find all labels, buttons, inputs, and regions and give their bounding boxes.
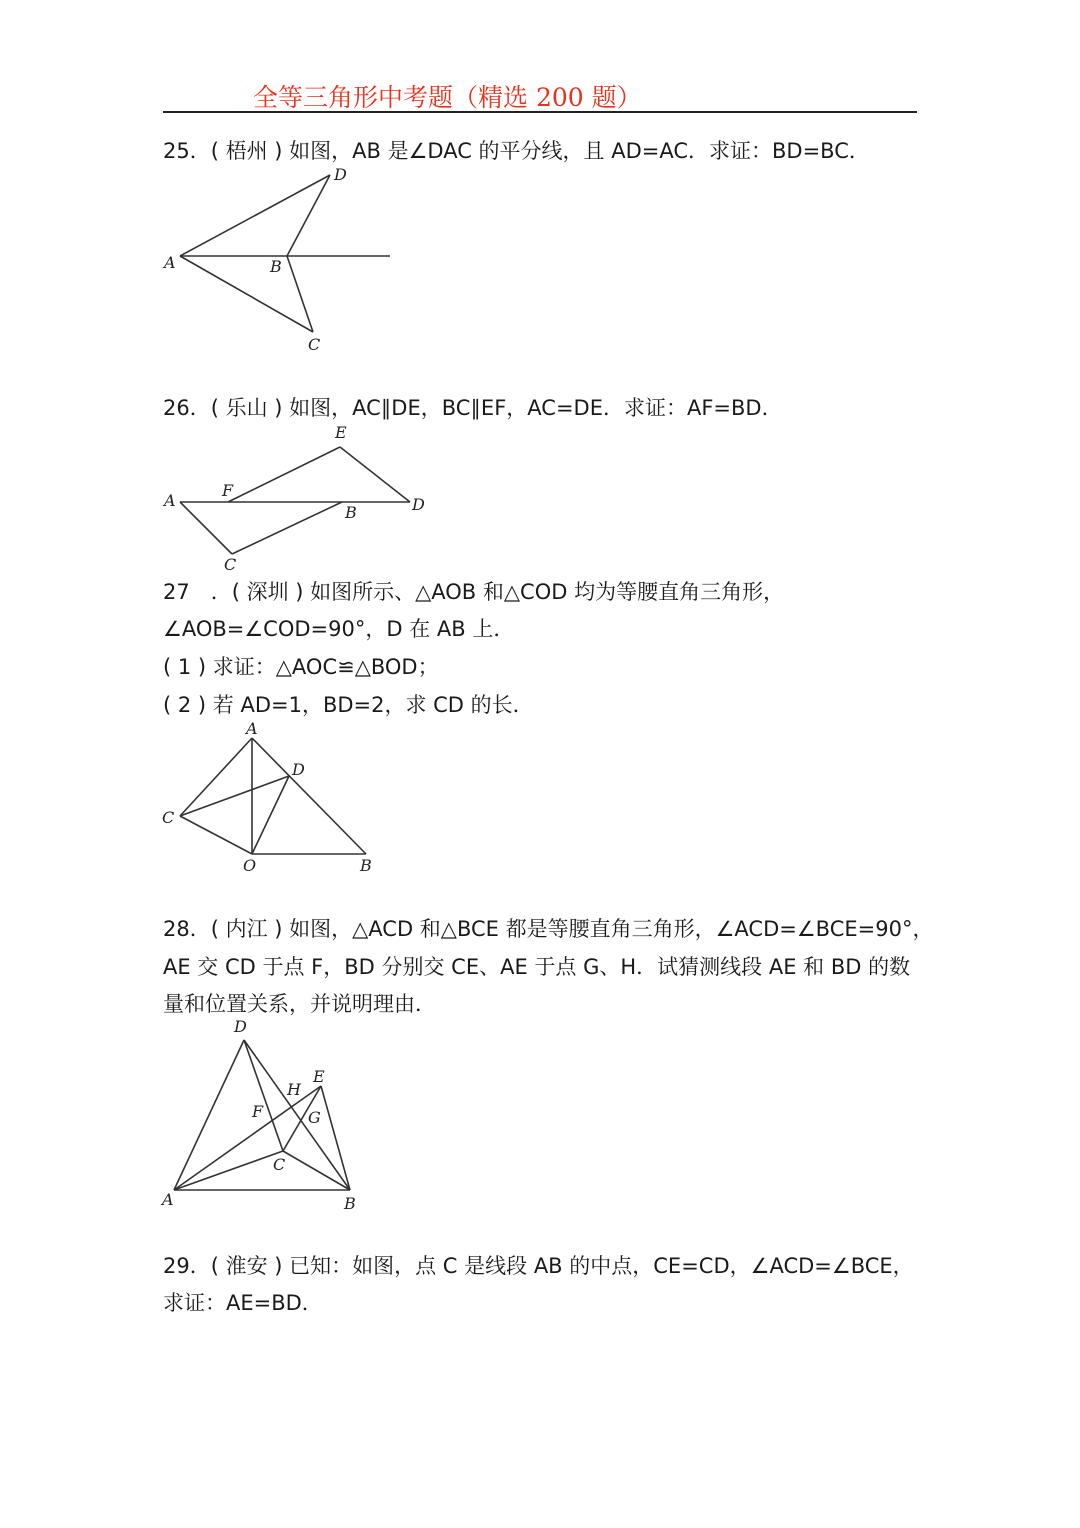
label-B: B <box>270 257 282 276</box>
label-C: C <box>162 808 175 827</box>
label-B: B <box>360 856 372 875</box>
label-E: E <box>313 1067 325 1086</box>
segment-AD <box>174 1040 244 1190</box>
problem-25-text: 25．( 梧州 ) 如图，AB 是∠DAC 的平分线，且 AD=AC．求证：BD=BC． <box>163 139 870 163</box>
problem-27-text-line-1: 27 ．( 深圳 ) 如图所示、△AOB 和△COD 均为等腰直角三角形， <box>163 580 785 604</box>
page-title: 全等三角形中考题（精选 200 题） <box>253 83 642 112</box>
label-A: A <box>164 491 176 510</box>
problem-27-part-1: ( 1 ) 求证：△AOC≌△BOD； <box>163 655 439 679</box>
segment-CB <box>232 502 342 554</box>
label-D: D <box>334 165 347 184</box>
label-F: F <box>222 481 234 500</box>
label-A: A <box>164 253 176 272</box>
problem-26-text: 26．( 乐山 ) 如图，AC∥DE，BC∥EF，AC=DE．求证：AF=BD． <box>163 396 783 420</box>
segment-DC <box>244 1040 283 1151</box>
segment-BC <box>287 256 313 332</box>
label-D: D <box>234 1017 247 1036</box>
header-divider <box>163 111 917 113</box>
label-D: D <box>412 495 425 514</box>
label-B: B <box>345 503 357 522</box>
segment-AD <box>180 175 330 256</box>
segment-EB <box>321 1086 350 1190</box>
segment-CO <box>180 816 252 854</box>
segment-AC <box>180 502 232 554</box>
problem-28-text-line-2: AE 交 CD 于点 F，BD 分别交 CE、AE 于点 G、H．试猜测线段 AE 和 BD 的数 <box>163 955 911 979</box>
segment-FE <box>228 447 340 502</box>
segment-AC <box>180 256 313 332</box>
problem-26-figure <box>160 422 440 572</box>
problem-28-figure <box>158 1016 378 1216</box>
problem-28-text-line-1: 28．( 内江 ) 如图，△ACD 和△BCE 都是等腰直角三角形，∠ACD=∠BCE=90°， <box>163 917 934 941</box>
problem-25-figure <box>160 160 400 360</box>
label-C: C <box>273 1155 286 1174</box>
segment-AC <box>180 738 252 816</box>
segment-ED <box>340 447 410 502</box>
problem-27-part-2: ( 2 ) 若 AD=1，BD=2，求 CD 的长． <box>163 693 534 717</box>
problem-27-text-line-2: ∠AOB=∠COD=90°，D 在 AB 上． <box>163 617 515 641</box>
problem-27-figure <box>158 718 388 878</box>
label-A: A <box>246 719 258 738</box>
label-B: B <box>344 1194 356 1213</box>
label-C: C <box>224 555 237 574</box>
label-H: H <box>287 1080 301 1099</box>
problem-29-text-line-1: 29．( 淮安 ) 已知：如图，点 C 是线段 AB 的中点，CE=CD，∠ACD=∠BCE， <box>163 1254 914 1278</box>
label-E: E <box>335 423 347 442</box>
label-A: A <box>162 1190 174 1209</box>
problem-28-text-line-3: 量和位置关系，并说明理由． <box>163 992 436 1016</box>
label-C: C <box>308 335 321 354</box>
label-F: F <box>252 1102 264 1121</box>
segment-AE <box>174 1086 321 1190</box>
label-O: O <box>243 856 257 875</box>
problem-29-text-line-2: 求证：AE=BD． <box>163 1291 323 1315</box>
segment-AB <box>252 738 366 854</box>
label-G: G <box>308 1108 321 1127</box>
label-D: D <box>292 760 305 779</box>
